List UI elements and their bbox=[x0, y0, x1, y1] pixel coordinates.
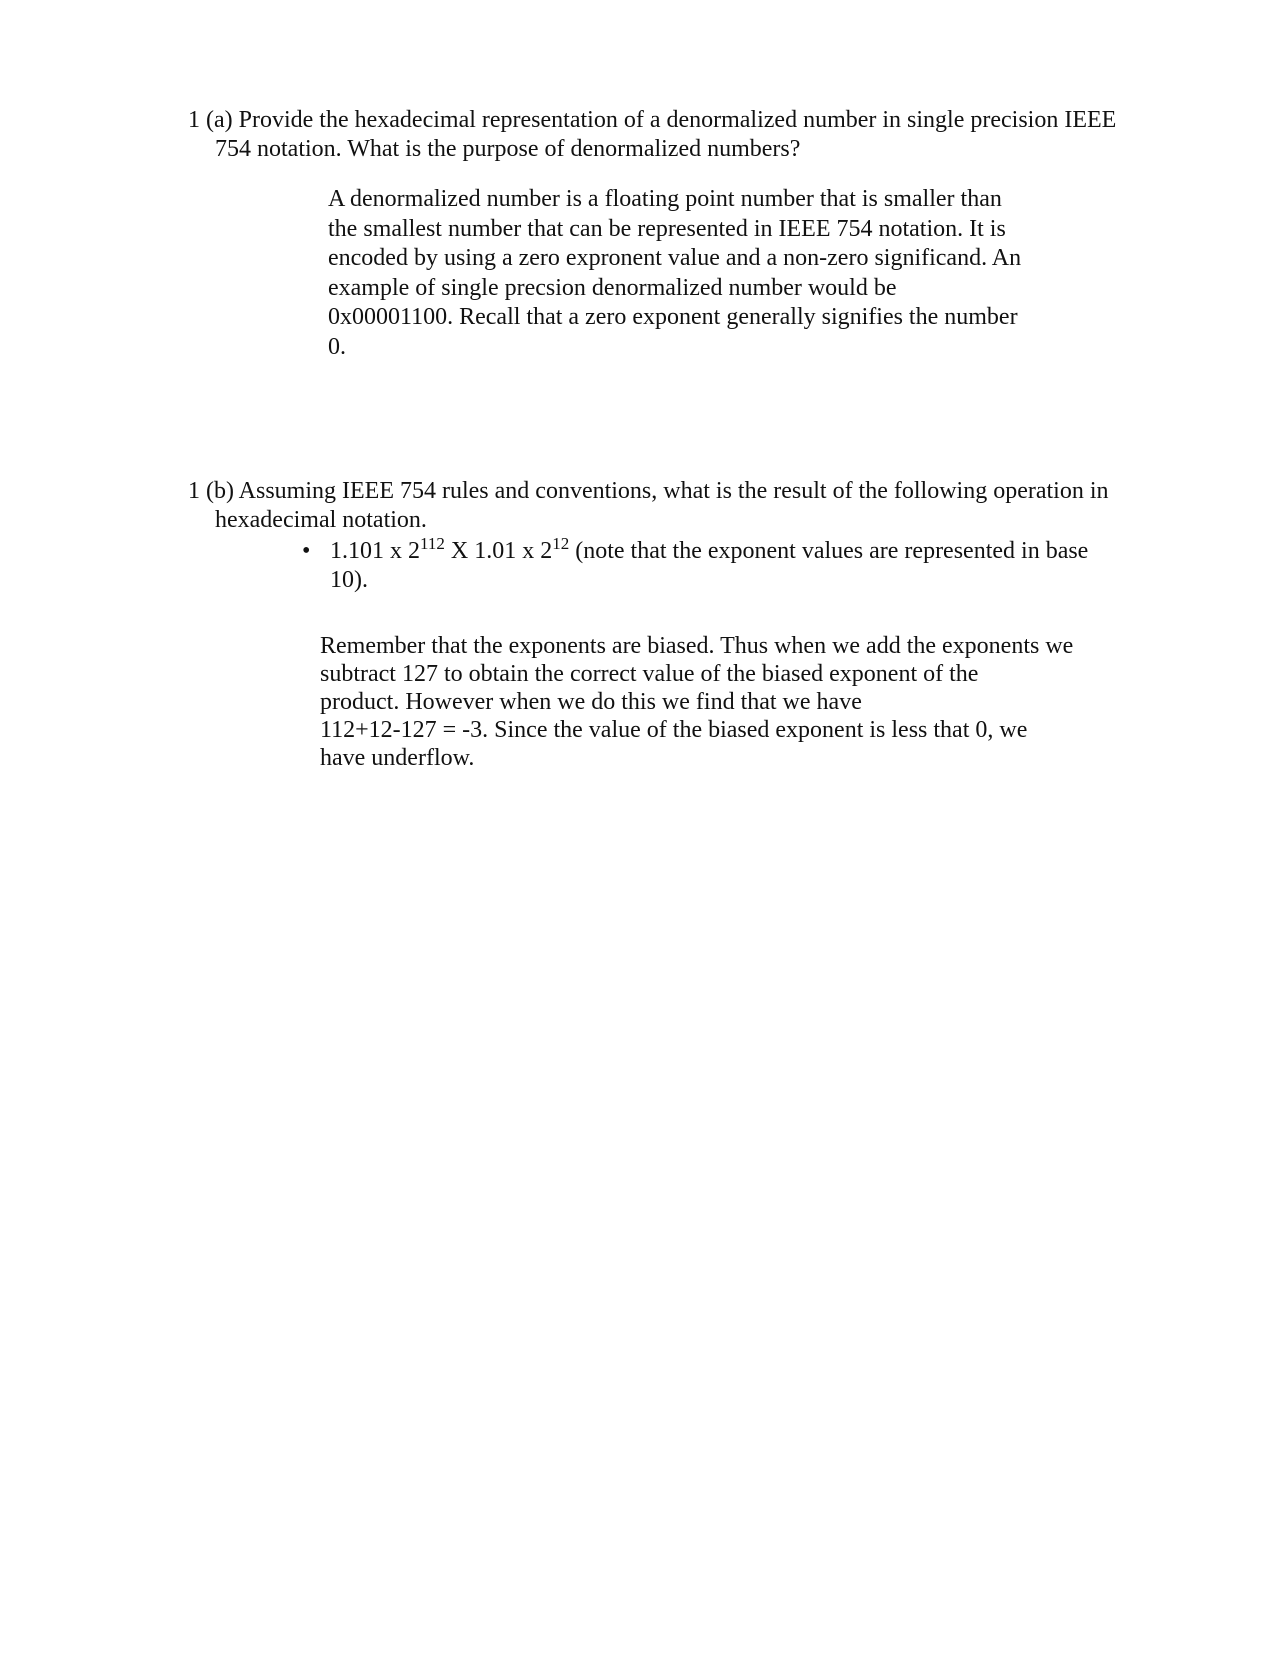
answer-1a-line: 0x00001100. Recall that a zero exponent generally signifies the number bbox=[328, 304, 1018, 330]
question-1a-text: 1 (a) Provide the hexadecimal representation of a denormalized number in single precision IEEE 754 notation. What is the purpose of denormalized numbers? bbox=[188, 107, 1117, 162]
answer-1a-line: A denormalized number is a floating point number that is smaller than bbox=[328, 186, 1002, 212]
question-1b bbox=[188, 477, 1138, 535]
answer-1a-line: 0. bbox=[328, 333, 346, 360]
operation-expression bbox=[330, 534, 1132, 595]
answer-1b bbox=[320, 632, 1110, 772]
operand-2-exponent: 12 bbox=[552, 534, 570, 553]
operand-1-exponent: 112 bbox=[420, 534, 445, 553]
question-1b-text: 1 (b) Assuming IEEE 754 rules and conventions, what is the result of the following operation in hexadecimal notation. bbox=[188, 478, 1109, 533]
operand-2-mantissa: X 1.01 x 2 bbox=[444, 538, 553, 564]
answer-1a-line: encoded by using a zero expronent value and a non-zero significand. An bbox=[328, 245, 1022, 271]
operation-note: (note that the exponent values are represented in base 10). bbox=[330, 538, 1089, 593]
answer-1b-line: have underflow. bbox=[320, 745, 475, 771]
answer-1b-line: 112+12-127 = -3. Since the value of the biased exponent is less that 0, we bbox=[320, 717, 1028, 743]
question-1a bbox=[188, 106, 1128, 164]
answer-1b-line: Remember that the exponents are biased. Thus when we add the exponents we bbox=[320, 633, 1074, 659]
operand-1-mantissa: 1.101 x 2 bbox=[330, 538, 420, 564]
answer-1a-line: example of single precsion denormalized number would be bbox=[328, 274, 897, 301]
answer-1a-line: the smallest number that can be represented in IEEE 754 notation. It is bbox=[328, 215, 1006, 242]
answer-1b-line: subtract 127 to obtain the correct value of the biased exponent of the bbox=[320, 661, 979, 687]
answer-1a bbox=[328, 185, 1048, 362]
answer-1b-line: product. However when we do this we find that we have bbox=[320, 689, 862, 715]
bullet-item-operation bbox=[302, 534, 1132, 595]
bullet-icon: • bbox=[302, 538, 311, 564]
